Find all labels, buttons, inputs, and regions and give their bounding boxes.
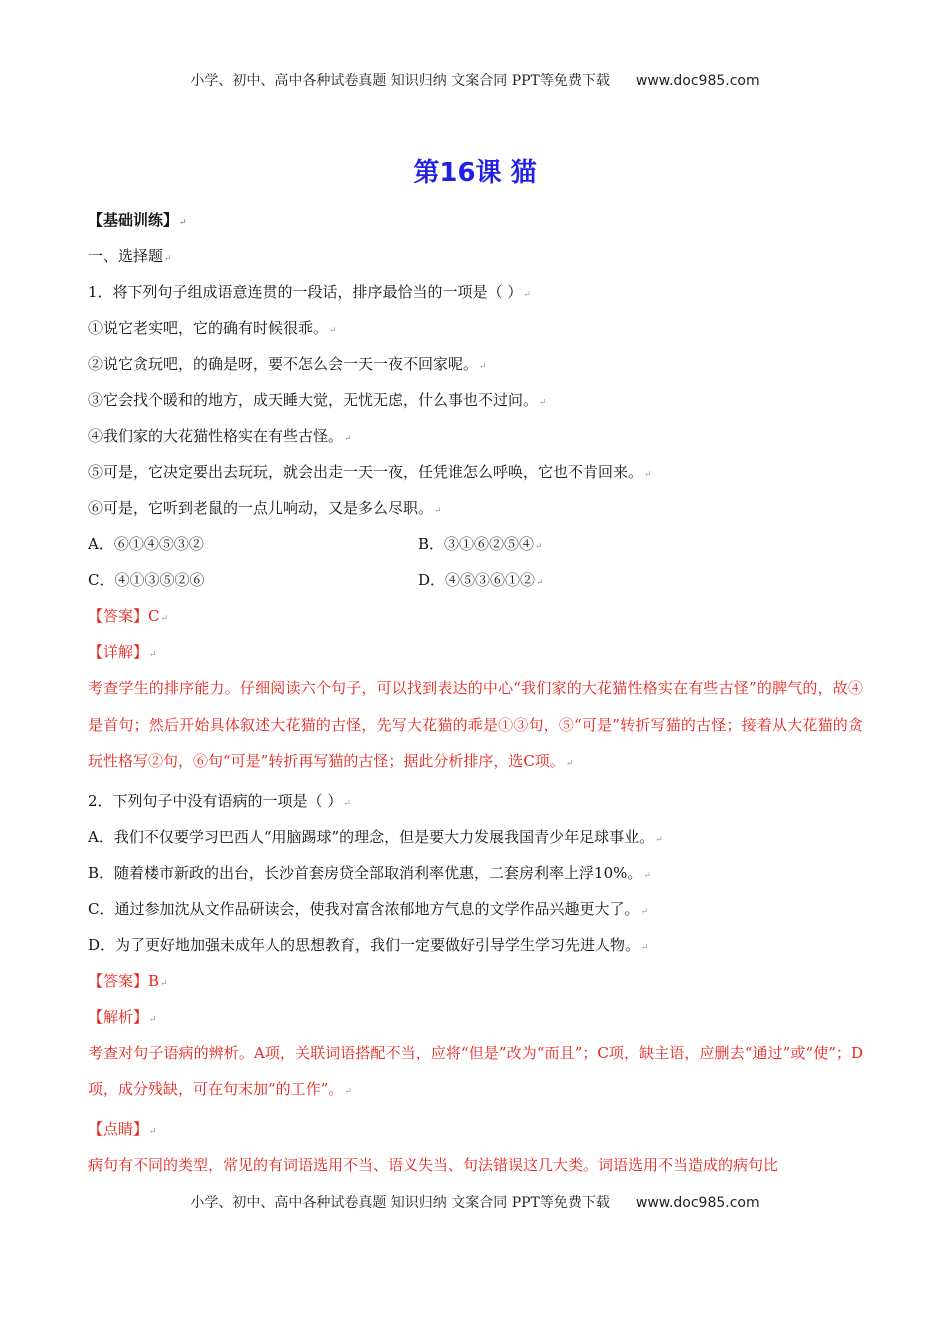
q1-option-c: C．④①③⑤②⑥	[88, 571, 205, 589]
page-header	[0, 70, 950, 90]
q2-option-d: D．为了更好地加强未成年人的思想教育，我们一定要做好引导学生学习先进人物。↵	[88, 935, 649, 954]
q1-sentence-1: ①说它老实吧，它的确有时候很乖。↵	[88, 319, 337, 337]
q1-option-d: D．④⑤③⑥①②↵	[418, 571, 544, 589]
q1-sentence-2: ②说它贪玩吧，的确是呀，要不怎么会一天一夜不回家呢。↵	[88, 355, 487, 373]
section-heading: 【基础训练】↵	[88, 211, 187, 229]
part-heading: 一、选择题↵	[88, 247, 172, 265]
q1-stem: 1．将下列句子组成语意连贯的一段话，排序最恰当的一项是（ ）↵	[88, 283, 531, 301]
q1-options-row-1	[88, 526, 863, 562]
q1-explain-text: 考查学生的排序能力。仔细阅读六个句子，可以找到表达的中心“我们家的大花猫性格实在有些古怪”的脾气的，故④是首句；然后开始具体叙述大花猫的古怪，先写大花猫的乖是①③句，⑤“可是”转折写猫的古怪；接着从大花猫的贪玩性格写②句，⑥句“可是”转折再写猫的古怪；据此分析排序，选C项。↵	[88, 679, 863, 770]
q2-answer: 【答案】B↵	[88, 971, 168, 990]
q1-explain-label: 【详解】↵	[88, 643, 157, 661]
q1-options-row-2	[88, 562, 863, 598]
q1-sentence-3: ③它会找个暖和的地方，成天睡大觉，无忧无虑，什么事也不过问。↵	[88, 391, 547, 409]
q2-option-c: C．通过参加沈从文作品研读会，使我对富含浓郁地方气息的文学作品兴趣更大了。↵	[88, 899, 649, 918]
page-footer	[0, 1192, 950, 1212]
q1-sentence-4: ④我们家的大花猫性格实在有些古怪。↵	[88, 427, 352, 445]
q2-stem: 2．下列句子中没有语病的一项是（ ）↵	[88, 791, 351, 810]
q1-option-b: B．③①⑥②⑤④↵	[418, 535, 543, 553]
q1-sentence-6: ⑥可是，它听到老鼠的一点儿响动，又是多么尽职。↵	[88, 499, 442, 517]
q2-explain-text: 考查对句子语病的辨析。A项，关联词语搭配不当，应将“但是”改为“而且”；C项，缺主语，应删去“通过”或“使”；D项，成分残缺，可在句末加“的工作”。↵	[88, 1043, 863, 1098]
q2-tip-text: 病句有不同的类型，常见的有词语选用不当、语义失当、句法错误这几大类。词语选用不当造成的病句比	[88, 1155, 779, 1174]
q2-option-b: B．随着楼市新政的出台，长沙首套房贷全部取消利率优惠，二套房利率上浮10%。↵	[88, 863, 651, 882]
q2-explain-label: 【解析】↵	[88, 1007, 157, 1026]
footer-site: www.doc985.com	[635, 1195, 760, 1211]
page-title: 第16课 猫	[413, 158, 537, 188]
q1-sentence-5: ⑤可是，它决定要出去玩玩，就会出走一天一夜，任凭谁怎么呼唤，它也不肯回来。↵	[88, 463, 652, 481]
header-text: 小学、初中、高中各种试卷真题 知识归纳 文案合同 PPT等免费下载	[190, 73, 610, 89]
q1-option-a: A．⑥①④⑤③②	[88, 535, 204, 553]
q2-option-a: A．我们不仅要学习巴西人“用脑踢球”的理念，但是要大力发展我国青少年足球事业。↵	[88, 827, 663, 846]
document-body	[88, 202, 863, 1183]
header-site: www.doc985.com	[635, 73, 760, 89]
q1-answer: 【答案】C↵	[88, 607, 169, 625]
q2-tip-label: 【点睛】↵	[88, 1119, 157, 1138]
footer-text: 小学、初中、高中各种试卷真题 知识归纳 文案合同 PPT等免费下载	[190, 1195, 610, 1211]
